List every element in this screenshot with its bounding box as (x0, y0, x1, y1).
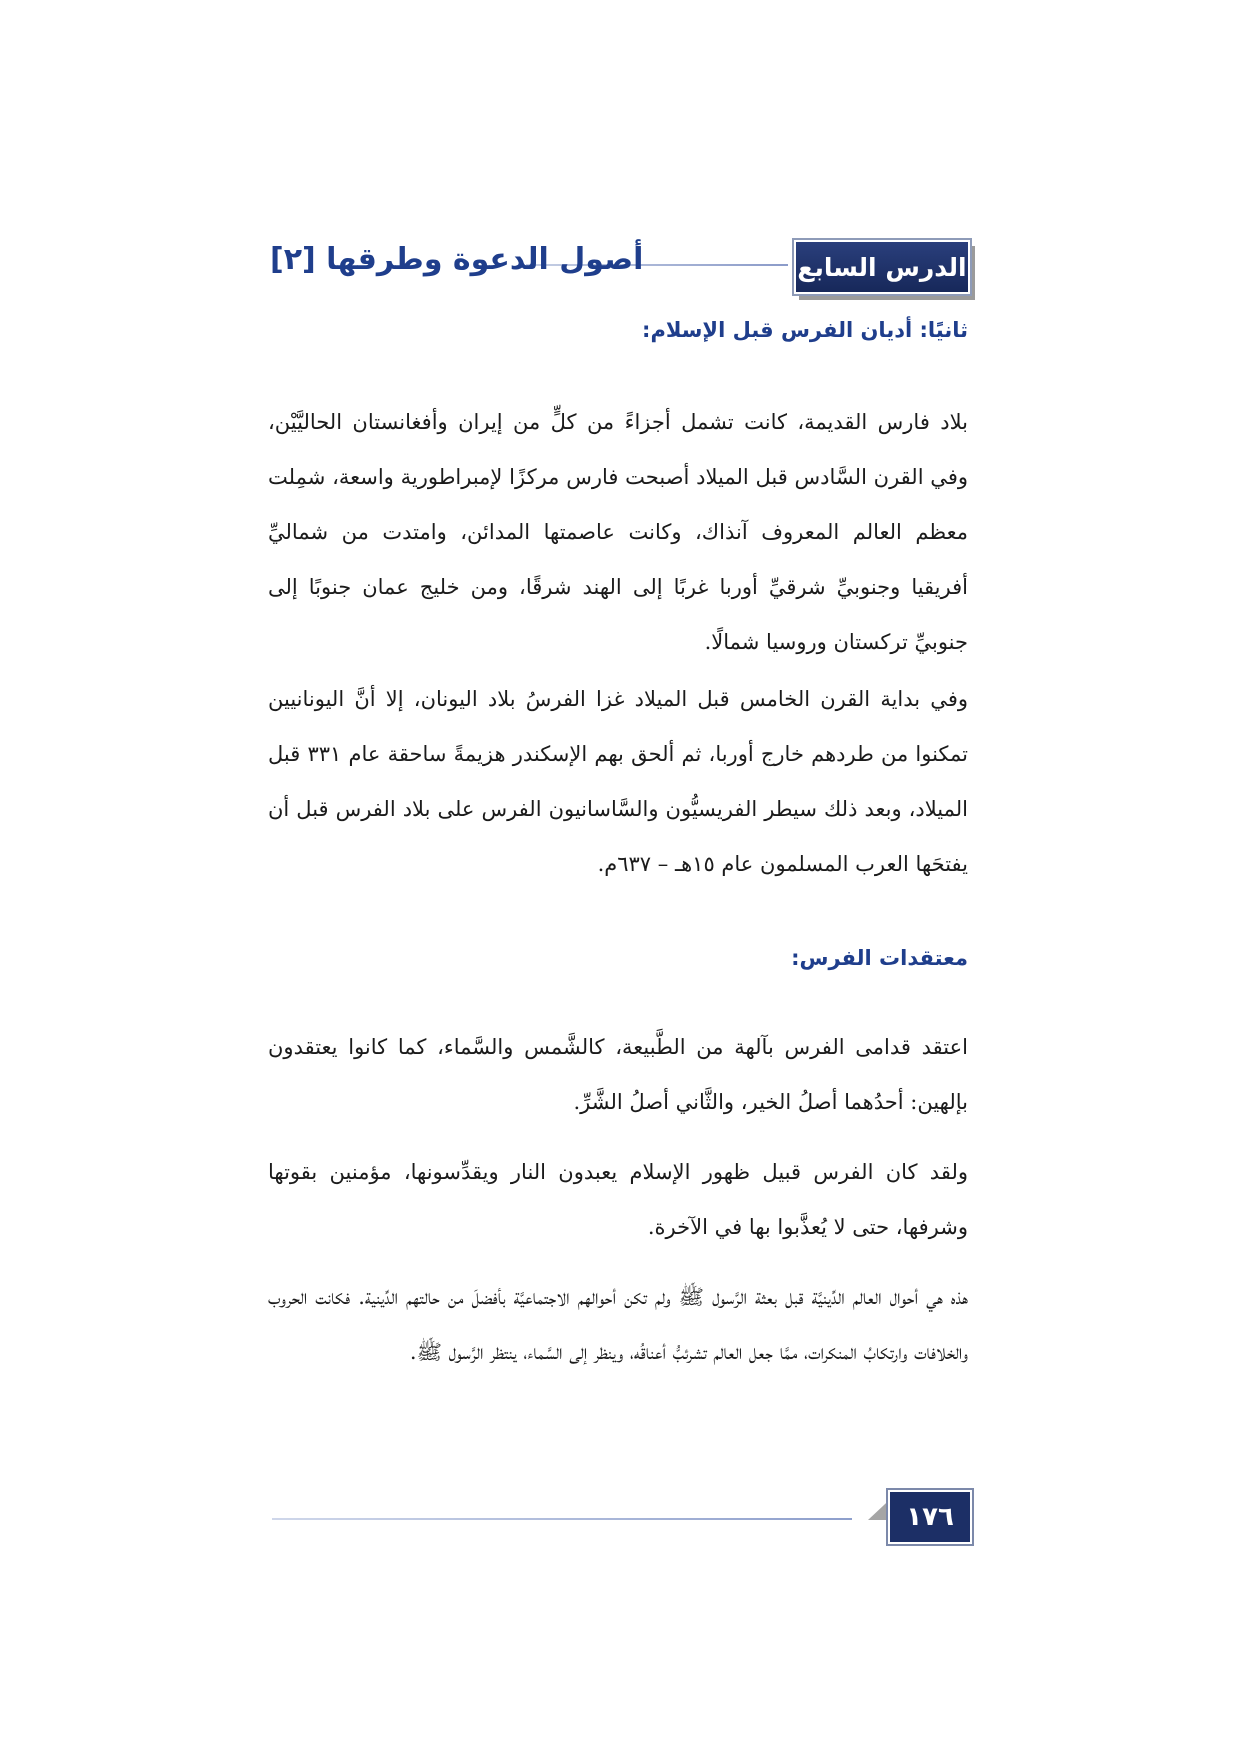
page-footer (272, 1490, 972, 1544)
paragraph: هذه هي أحوال العالم الدِّينيَّة قبل بعثة الرَّسول ﷺ ولم تكن أحوالهم الاجتماعيَّة بأفضلَ من حالتهم الدِّينية. فكانت الحروب والخلافات وارتكابُ المنكرات، ممَّا جعل العالم تشرئبُّ أعناقُه، وينظر إلى السَّماء، ينتظر الرَّسول ﷺ. (268, 1285, 968, 1364)
paragraph: ولقد كان الفرس قبيل ظهور الإسلام يعبدون النار ويقدِّسونها، مؤمنين بقوتها وشرفها، حتى لا يُعذَّبوا بها في الآخرة. (268, 1160, 968, 1239)
page-header (270, 240, 970, 290)
footer-divider (272, 1518, 852, 1520)
page-number: ١٧٦ (888, 1490, 972, 1544)
paragraph: اعتقد قدامى الفرس بآلهة من الطَّبيعة، كالشَّمس والسَّماء، كما كانوا يعتقدون بإلهين: أحدُهما أصلُ الخير، والثَّاني أصلُ الشَّرِّ. (268, 1035, 968, 1114)
book-title: أصول الدعوة وطرقها [٢] (270, 242, 644, 277)
paragraph: وفي بداية القرن الخامس قبل الميلاد غزا الفرسُ بلاد اليونان، إلا أنَّ اليونانيين تمكنوا من طردهم خارج أوربا، ثم ألحق بهم الإسكندر هزيمةً ساحقة عام ٣٣١ قبل الميلاد، وبعد ذلك سيطر الفريسيُّون والسَّاسانيون الفرس على بلاد الفرس قبل أن يفتحَها العرب المسلمون عام ١٥هـ – ٦٣٧م. (268, 687, 968, 876)
section-heading-persian-beliefs: معتقدات الفرس: (791, 946, 968, 970)
paragraph: بلاد فارس القديمة، كانت تشمل أجزاءً من كلٍّ من إيران وأفغانستان الحاليَّيْن، وفي القرن السَّادس قبل الميلاد أصبحت فارس مركزًا لإمبراطورية واسعة، شمِلت معظم العالم المعروف آنذاك، وكانت عاصمتها المدائن، وامتدت من شماليِّ أفريقيا وجنوبيِّ شرقيِّ أوربا غربًا إلى الهند شرقًا، ومن خليج عمان جنوبًا إلى جنوبيِّ تركستان وروسيا شمالًا. (268, 410, 969, 654)
section-heading-persian-religions: ثانيًا: أديان الفرس قبل الإسلام: (642, 318, 968, 342)
lesson-label: الدرس السابع (794, 240, 970, 294)
